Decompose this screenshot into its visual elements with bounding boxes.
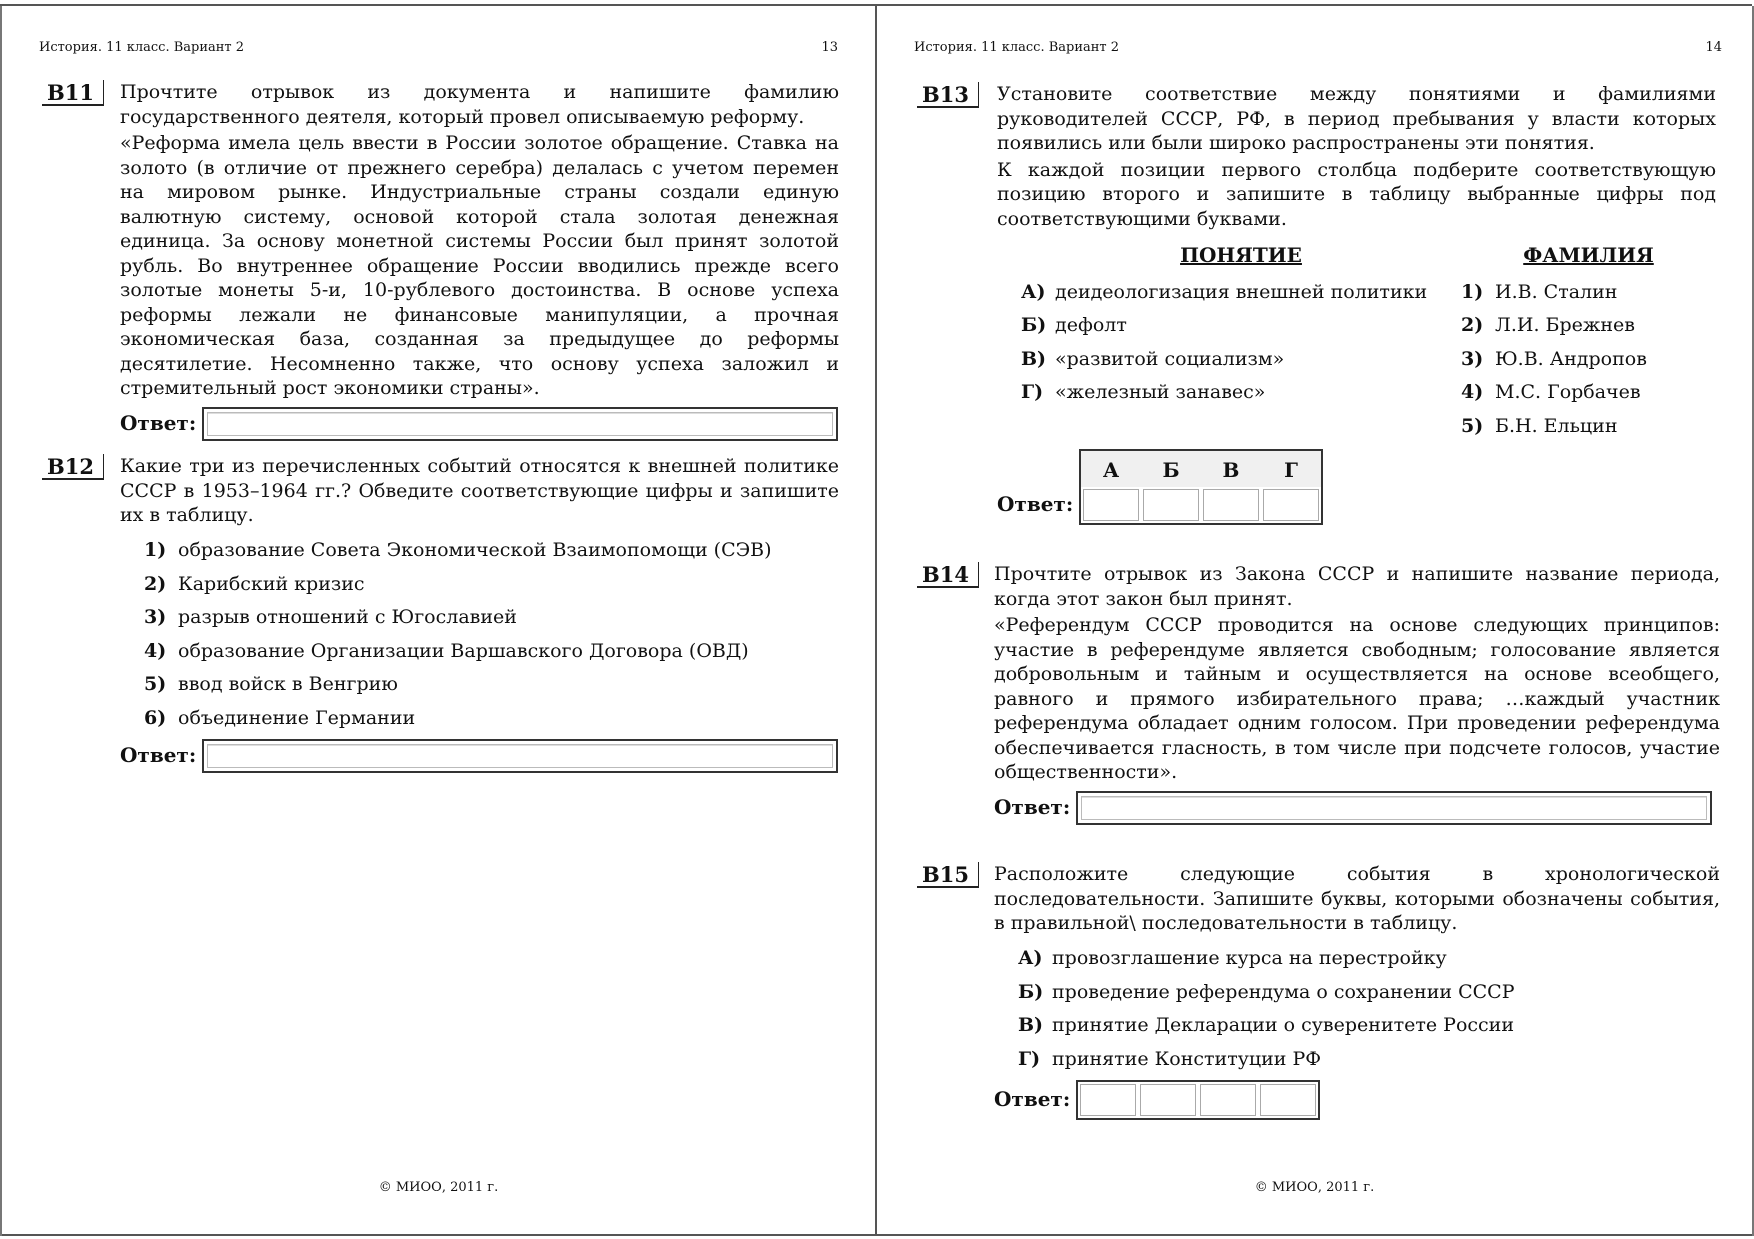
concept-item: В) «развитой социализм»	[1021, 347, 1285, 370]
task-prompt: Какие три из перечисленных событий относятся к внешней политике СССР в 1953–1964 гг.? Обведите соответствующие цифры и запишите их в таблицу.	[120, 455, 839, 526]
task-number: B11	[42, 80, 104, 106]
option-item: 5) ввод войск в Венгрию	[144, 673, 398, 695]
answer-row	[997, 449, 1716, 525]
answer-cell[interactable]	[1203, 489, 1259, 521]
task-prompt: Расположите следующие события в хронологической последовательности. Запишите буквы, которыми обозначены события, в правильной\ последовательности в таблицу.	[994, 863, 1720, 934]
task-number: B15	[917, 862, 979, 888]
task-number: B13	[917, 82, 979, 108]
answer-cell[interactable]	[1260, 1084, 1316, 1116]
table-header: А	[1081, 451, 1141, 487]
answer-cell[interactable]	[1083, 489, 1139, 521]
answer-label: Ответ:	[994, 1087, 1071, 1112]
answer-row	[994, 1080, 1720, 1120]
task-number: B14	[917, 562, 979, 588]
answer-label: Ответ:	[120, 743, 197, 768]
answer-table-b13	[1079, 449, 1323, 525]
answer-row	[120, 407, 839, 441]
task-prompt: Прочтите отрывок из Закона СССР и напишите название периода, когда этот закон был принят.	[994, 563, 1720, 610]
option-item: 4) образование Организации Варшавского Договора (ОВД)	[144, 639, 749, 662]
answer-input-b11[interactable]	[202, 407, 838, 441]
page-13	[0, 6, 877, 1236]
answer-cell[interactable]	[1263, 489, 1319, 521]
answer-cell[interactable]	[1080, 1084, 1136, 1116]
concept-item: А) деидеологизация внешней политики	[1021, 280, 1428, 303]
answer-input-b14[interactable]	[1076, 791, 1712, 825]
matching-columns	[997, 243, 1716, 443]
names-column	[1461, 243, 1716, 443]
header-title: История. 11 класс. Вариант 2	[914, 40, 1120, 55]
event-item: А) провозглашение курса на перестройку	[1018, 947, 1447, 969]
name-item: 5) Б.Н. Ельцин	[1461, 414, 1618, 437]
page-number: 13	[821, 40, 838, 55]
column-header: ФАМИЛИЯ	[1523, 243, 1654, 267]
options-list	[144, 534, 839, 735]
page-14	[877, 6, 1754, 1236]
name-item: 2) Л.И. Брежнев	[1461, 314, 1635, 336]
task-prompt: Установите соответствие между понятиями и фамилиями руководителей СССР, РФ, в период пребывания у власти которых появились или были широко распространены эти понятия.	[997, 83, 1716, 154]
event-item: В) принятие Декларации о суверенитете России	[1018, 1014, 1514, 1036]
answer-cell[interactable]	[1143, 489, 1199, 521]
name-item: 1) И.В. Сталин	[1461, 280, 1618, 303]
answer-label: Ответ:	[994, 795, 1071, 820]
page-header	[39, 40, 838, 55]
concept-item: Г) «железный занавес»	[1021, 381, 1266, 403]
option-item: 2) Карибский кризис	[144, 572, 365, 595]
header-title: История. 11 класс. Вариант 2	[39, 40, 245, 55]
answer-cell[interactable]	[1140, 1084, 1196, 1116]
page-footer: © МИОО, 2011 г.	[1254, 1180, 1375, 1195]
answer-row	[994, 791, 1720, 825]
answer-table-b15	[1076, 1080, 1320, 1120]
page-header	[914, 40, 1722, 55]
law-quote: «Референдум СССР проводится на основе следующих принципов: участие в референдуме является свободным; голосование является добровольным и тайным и осуществляется на основе всеобщего, равного и прямого избирательного права; …каждый участник референдума обладает одним голосом. При проведении референдума обеспечивается гласность, в том числе при подсчете голосов, участие общественности».	[994, 614, 1720, 783]
events-list	[1018, 942, 1720, 1076]
answer-label: Ответ:	[120, 411, 197, 436]
event-item: Г) принятие Конституции РФ	[1018, 1047, 1322, 1070]
event-item: Б) проведение референдума о сохранении СССР	[1018, 980, 1515, 1003]
column-header: ПОНЯТИЕ	[1180, 243, 1302, 267]
concept-item: Б) дефолт	[1021, 314, 1127, 336]
table-header: Г	[1261, 451, 1321, 487]
page-footer: © МИОО, 2011 г.	[378, 1180, 499, 1195]
concepts-column	[1021, 243, 1461, 443]
answer-row	[120, 739, 839, 773]
task-prompt: Прочтите отрывок из документа и напишите фамилию государственного деятеля, который провел описываемую реформу.	[120, 81, 839, 128]
name-item: 3) Ю.В. Андропов	[1461, 347, 1647, 370]
answer-input-b12[interactable]	[202, 739, 838, 773]
table-header: В	[1201, 451, 1261, 487]
option-item: 3) разрыв отношений с Югославией	[144, 606, 517, 628]
task-instruction: К каждой позиции первого столбца подберите соответствующую позицию второго и запишите в таблицу выбранные цифры под соответствующими буквами.	[997, 158, 1716, 230]
page-number: 14	[1705, 40, 1722, 55]
answer-cell[interactable]	[1200, 1084, 1256, 1116]
option-item: 1) образование Совета Экономической Взаимопомощи (СЭВ)	[144, 539, 772, 561]
name-item: 4) М.С. Горбачев	[1461, 381, 1641, 403]
option-item: 6) объединение Германии	[144, 706, 416, 729]
task-number: B12	[42, 454, 104, 480]
table-header: Б	[1141, 451, 1201, 487]
document-quote: «Реформа имела цель ввести в России золотое обращение. Ставка на золото (в отличие от прежнего серебра) делалась с учетом перемен на мировом рынке. Индустриальные страны создали единую валютную систему, основой которой стала золотая денежная единица. За основу монетной системы России был принят золотой рубль. Во внутреннее обращение России вводились прежде всего золотые монеты 5-и, 10-рублевого достоинства. В основе успеха реформы лежали не финансовые манипуляции, а прочная экономическая база, созданная за предыдущее до реформы десятилетие. Несомненно также, что основу успеха заложил и стремительный рост экономики страны».	[120, 132, 839, 399]
answer-label: Ответ:	[997, 492, 1074, 517]
